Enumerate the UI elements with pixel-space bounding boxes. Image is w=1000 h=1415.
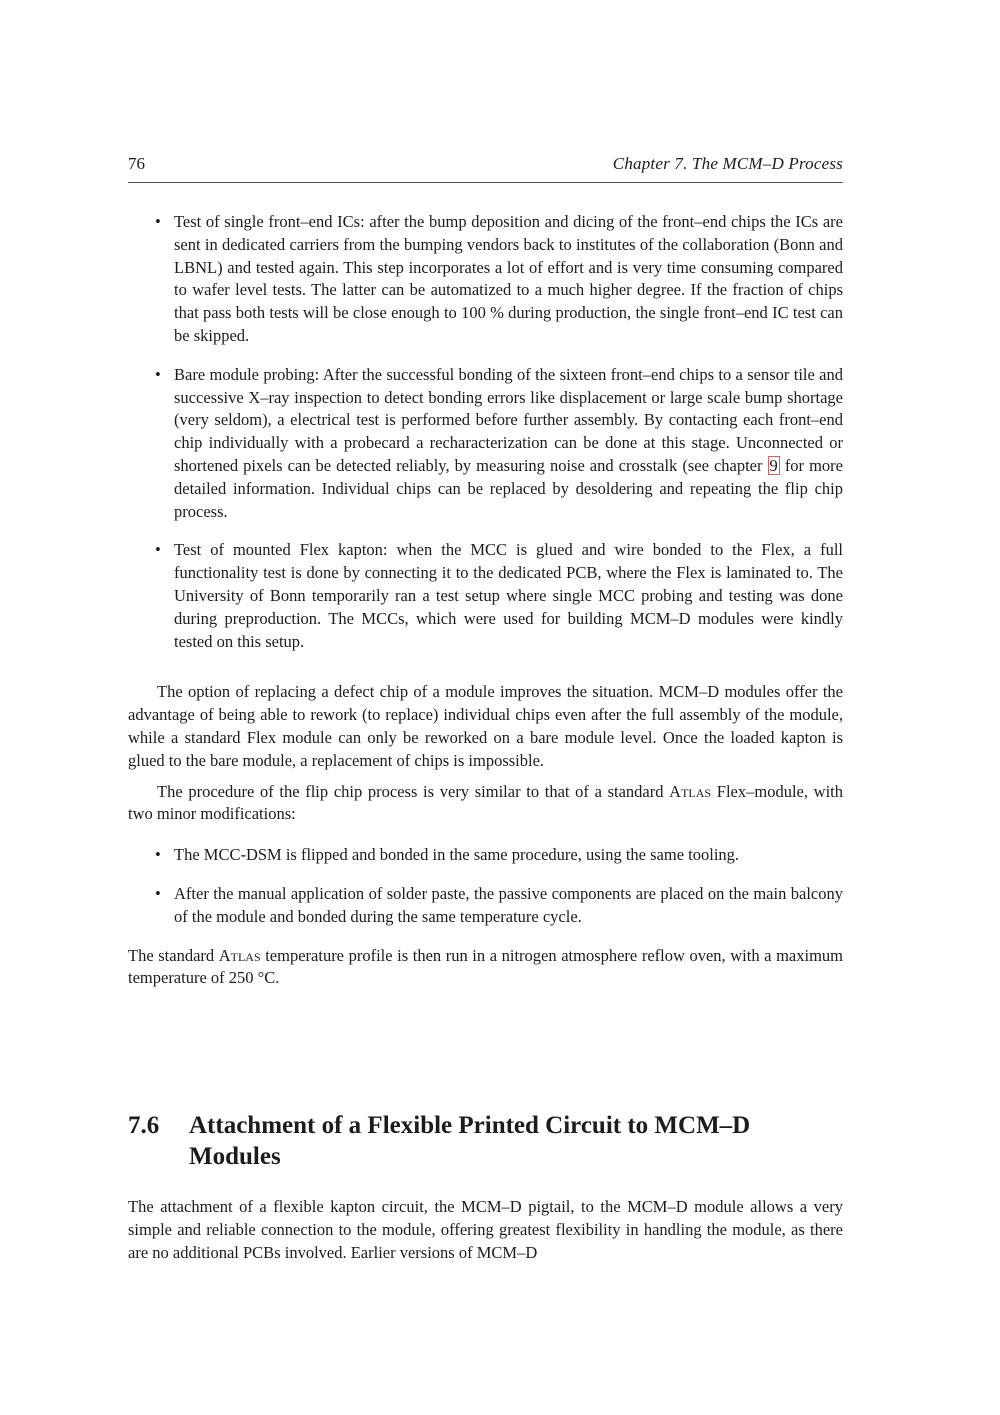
paragraph: The option of replacing a defect chip of a module improves the situation. MCM–D modules offer the advantage of being able to rework (to replace) individual chips even after the full assembly of the module, while a standard Flex module can only be reworked on a bare module level. Once the loaded kapton is glued to the bare module, a replacement of chips is impossible. bbox=[128, 682, 843, 770]
chapter-reference-link[interactable]: 9 bbox=[769, 455, 778, 475]
bullet-icon: • bbox=[155, 845, 161, 865]
section-title: Attachment of a Flexible Printed Circuit to MCM–D Modules bbox=[189, 1112, 751, 1170]
paragraph: The standard Atlas temperature profile is then run in a nitrogen atmosphere reflow oven, with a maximum temperature of 250 °C. bbox=[128, 945, 843, 988]
bullet-icon: • bbox=[155, 883, 161, 903]
bullet-icon: • bbox=[155, 364, 161, 384]
running-head: Chapter 7. The MCM–D Process bbox=[612, 154, 843, 173]
bullet-list-modifications bbox=[128, 844, 843, 928]
paragraph: The attachment of a flexible kapton circuit, the MCM–D pigtail, to the MCM–D module allows a very simple and reliable connection to the module, offering greatest flexibility in handling the module, as there are no additional PCBs involved. Earlier versions of MCM–D bbox=[128, 1197, 843, 1262]
section-number: 7.6 bbox=[128, 1112, 160, 1139]
list-item-text: The MCC-DSM is flipped and bonded in the same procedure, using the same tooling. bbox=[174, 845, 740, 865]
list-item bbox=[128, 844, 843, 867]
bullet-icon: • bbox=[155, 212, 161, 231]
bullet-icon: • bbox=[155, 540, 161, 560]
page-header bbox=[128, 154, 843, 183]
list-item-text: Test of single front–end ICs: after the bump deposition and dicing of the front–end chips the ICs are sent in dedicated carriers from the bumping vendors back to institutes of the collaboration (Bonn and LBNL) and tested again. This step incorporates a lot of effort and is very time consuming compared to wafer level tests. The latter can be automatized to a much higher degree. If the fraction of chips that pass both tests will be close enough to 100 % during production, the single front–end IC test can be skipped. bbox=[174, 212, 843, 345]
list-item-text: Test of mounted Flex kapton: when the MCC is glued and wire bonded to the Flex, a full functionality test is done by connecting it to the dedicated PCB, where the Flex is laminated to. The University of Bonn temporarily ran a test setup where single MCC probing and testing was done during preproduction. The MCCs, which were used for building MCM–D modules were kindly tested on this setup. bbox=[174, 540, 843, 651]
section-heading bbox=[128, 1110, 843, 1172]
body-text bbox=[128, 211, 843, 990]
list-item bbox=[128, 883, 843, 929]
bullet-list-tests bbox=[128, 211, 843, 653]
page-number: 76 bbox=[128, 154, 145, 173]
list-item bbox=[128, 364, 843, 524]
list-item-text: Bare module probing: After the successful bonding of the sixteen front–end chips to a sensor tile and successive X–ray inspection to detect bonding errors like displacement or large scale bump shortage (very seldom), a electrical test is performed before further assembly. By contacting each front–end chip individually with a probecard a recharacterization can be done at this stage. Unconnected or shortened pixels can be detected reliably, by measuring noise and crosstalk (see chapter 9 for more detailed information. Individual chips can be replaced by desoldering and repeating the flip chip process. bbox=[174, 364, 843, 521]
paragraph: The procedure of the flip chip process is very similar to that of a standard Atlas Flex–module, with two minor modifications: bbox=[128, 781, 843, 824]
section-body bbox=[128, 1196, 843, 1264]
list-item bbox=[128, 539, 843, 653]
list-item bbox=[128, 211, 843, 348]
list-item-text: After the manual application of solder paste, the passive components are placed on the main balcony of the module and bonded during the same temperature cycle. bbox=[174, 883, 843, 926]
